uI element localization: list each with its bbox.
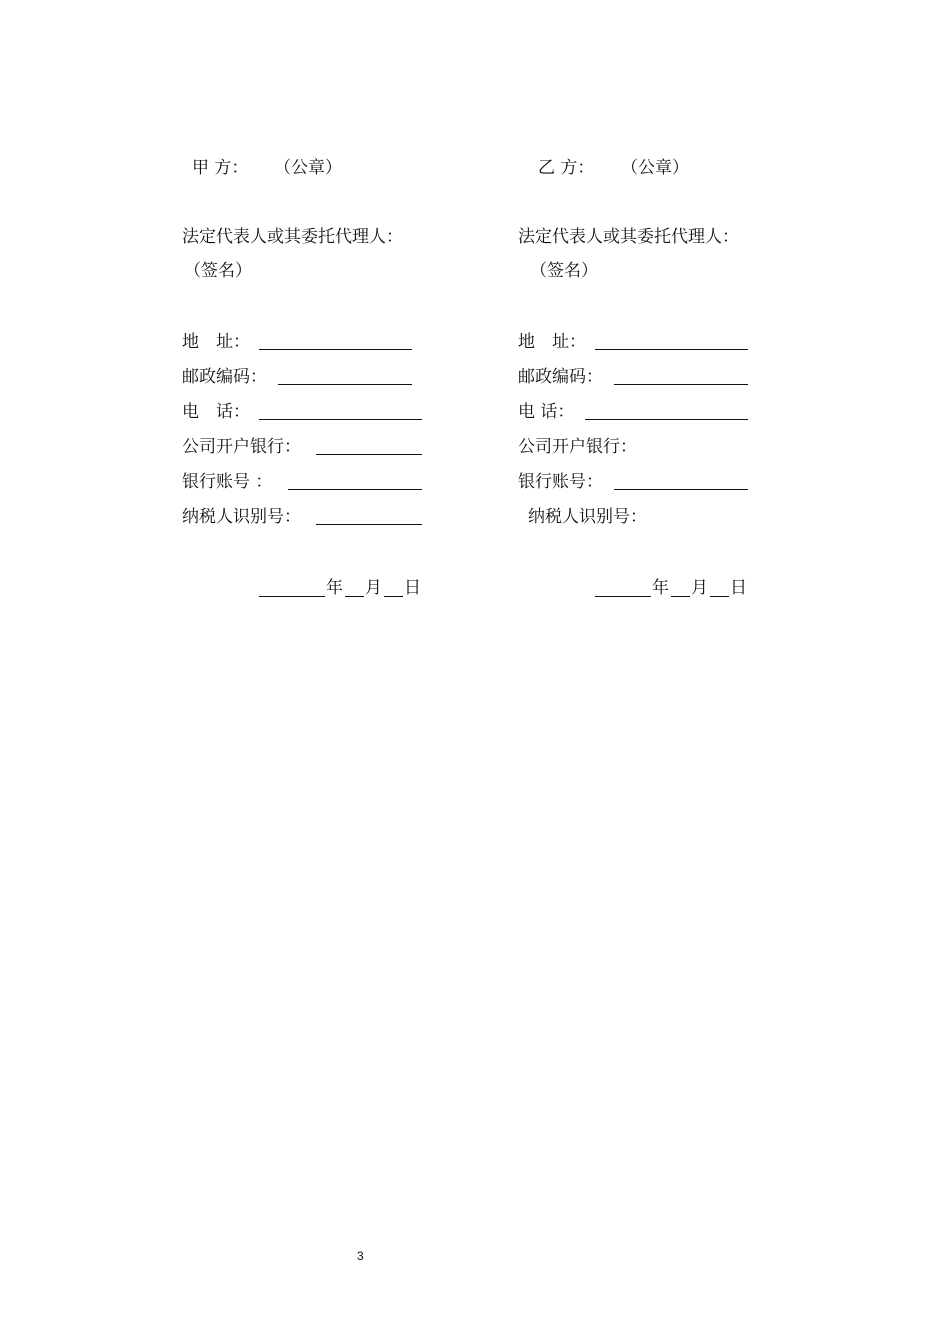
party-a-signature-label: （签名） (184, 261, 252, 281)
party-a-phone-blank[interactable] (259, 419, 422, 420)
party-a-account-blank[interactable] (288, 489, 422, 490)
party-b-month-blank[interactable] (671, 596, 690, 597)
party-b-account-blank[interactable] (614, 489, 748, 490)
party-b-month-label: 月 (691, 578, 708, 598)
party-a-month-label: 月 (365, 578, 382, 598)
party-a-year-label: 年 (326, 578, 343, 598)
party-b-postcode-blank[interactable] (614, 384, 748, 385)
party-b-title: 乙 方： (538, 158, 595, 178)
party-a-address-label: 地 址： (182, 332, 250, 352)
party-b-year-label: 年 (652, 578, 669, 598)
party-b-postcode-label: 邮政编码： (518, 367, 603, 387)
party-a-month-blank[interactable] (345, 596, 364, 597)
party-b-account-label: 银行账号： (518, 472, 603, 492)
party-b-representative-label: 法定代表人或其委托代理人： (518, 227, 739, 247)
party-a-phone-label: 电 话： (182, 402, 250, 422)
party-a-address-blank[interactable] (259, 349, 412, 350)
party-a-title: 甲 方： (192, 158, 249, 178)
party-a-tax-id-blank[interactable] (316, 524, 422, 525)
party-a-representative-label: 法定代表人或其委托代理人： (182, 227, 403, 247)
party-b-signature-label: （签名） (530, 261, 598, 281)
party-b-bank-label: 公司开户银行： (518, 437, 637, 457)
party-a-postcode-label: 邮政编码： (182, 367, 267, 387)
party-a-day-label: 日 (404, 578, 421, 598)
party-a-day-blank[interactable] (384, 596, 403, 597)
party-b-address-blank[interactable] (595, 349, 748, 350)
party-b-phone-label: 电 话： (518, 402, 575, 422)
party-a-account-label: 银行账号 ： (182, 472, 273, 492)
party-b-year-blank[interactable] (595, 596, 651, 597)
party-b-seal: （公章） (621, 158, 689, 178)
party-a-postcode-blank[interactable] (278, 384, 412, 385)
party-b-phone-blank[interactable] (585, 419, 748, 420)
party-a-tax-id-label: 纳税人识别号： (182, 507, 301, 527)
page-number: 3 (357, 1249, 364, 1263)
party-b-address-label: 地 址： (518, 332, 586, 352)
party-a-bank-label: 公司开户银行： (182, 437, 301, 457)
party-b-day-label: 日 (730, 578, 747, 598)
party-b-tax-id-label: 纳税人识别号： (528, 507, 647, 527)
party-a-year-blank[interactable] (259, 596, 325, 597)
party-a-bank-blank[interactable] (316, 454, 422, 455)
party-b-day-blank[interactable] (710, 596, 729, 597)
party-a-seal: （公章） (274, 158, 342, 178)
